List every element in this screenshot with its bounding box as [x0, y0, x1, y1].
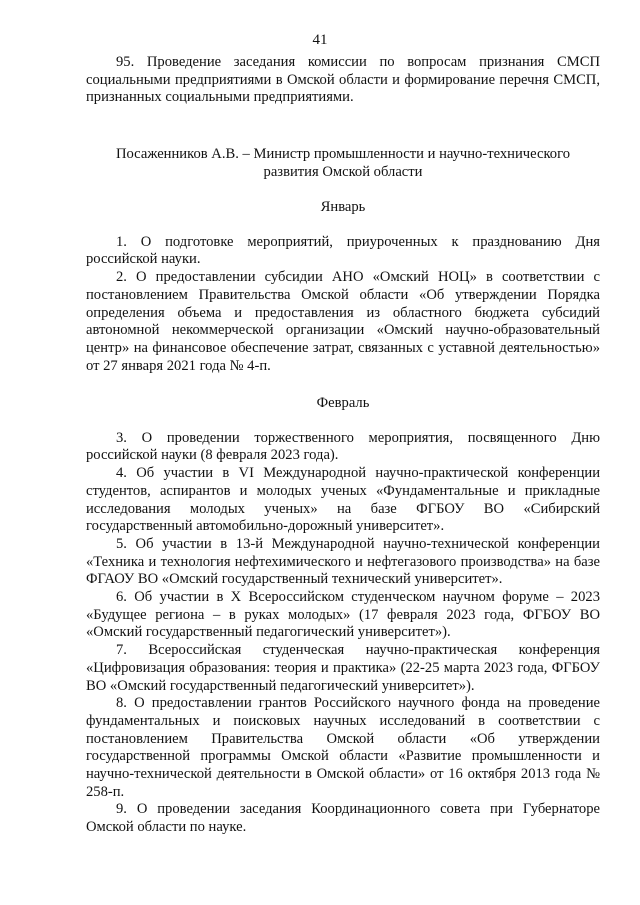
- list-item: 7. Всероссийская студенческая научно-практическая конференция «Цифровизация образования: теория и практика» (22-25 марта 2023 года, ФГБОУ ВО «Омский государственный педагогический университет»).: [86, 642, 600, 694]
- month-heading-january: Январь: [320, 199, 366, 215]
- list-item: 6. Об участии в X Всероссийском студенческом научном форуме – 2023 «Будущее региона – в руках молодых» (17 февраля 2023 года, ФГБОУ ВО «Омский государственный педагогический университет»).: [86, 589, 600, 641]
- list-item: 8. О предоставлении грантов Российского научного фонда на проведение фундаментальных и поисковых научных исследований в соответствии с постановлением Правительства Омской области «Об утверждении государственной программы Омской области «Развитие промышленности и научно-технической деятельности в Омской области» от 16 октября 2013 года № 258-п.: [86, 695, 600, 800]
- month-heading-february: Февраль: [316, 395, 370, 411]
- list-item: 5. Об участии в 13-й Международной научно-технической конференции «Техника и технология нефтехимического и нефтегазового производства» на базе ФГАОУ ВО «Омский государственный технический университет».: [86, 535, 600, 588]
- person-line-2: развития Омской области: [263, 163, 423, 180]
- list-item: 4. Об участии в VI Международной научно-практической конференции студентов, аспирантов и молодых ученых «Фундаментальные и прикладные исследования молодых ученых» на базе ФГБОУ ВО «Сибирский государственный автомобильно-дорожный университет».: [86, 465, 600, 535]
- intro-block: [86, 54, 600, 107]
- list-item: 3. О проведении торжественного мероприятия, посвященного Дню российской науки (8 февраля 2023 года).: [86, 429, 600, 464]
- list-item: 9. О проведении заседания Координационного совета при Губернаторе Омской области по науке.: [86, 801, 600, 836]
- february-section: [86, 395, 600, 837]
- list-item: 2. О предоставлении субсидии АНО «Омский НОЦ» в соответствии с постановлением Правительства Омской области «Об утверждении Порядка определения объема и предоставления из областного бюджета субсидий автономной некоммерческой организации «Омский научно-образовательный центр» на финансовое обеспечение затрат, связанных с уставной деятельностью» от 27 января 2021 года № 4-п.: [86, 269, 600, 374]
- person-heading: [86, 146, 600, 181]
- list-item: 1. О подготовке мероприятий, приуроченных к празднованию Дня российской науки.: [86, 233, 600, 268]
- intro-item: 95. Проведение заседания комиссии по вопросам признания СМСП социальными предприятиями в Омской области и формирование перечня СМСП, признанных социальными предприятиями.: [86, 54, 600, 106]
- page-number: 41: [312, 32, 328, 48]
- january-section: [86, 199, 600, 375]
- person-line-1: Посаженников А.В. – Министр промышленности и научно-технического: [115, 146, 571, 162]
